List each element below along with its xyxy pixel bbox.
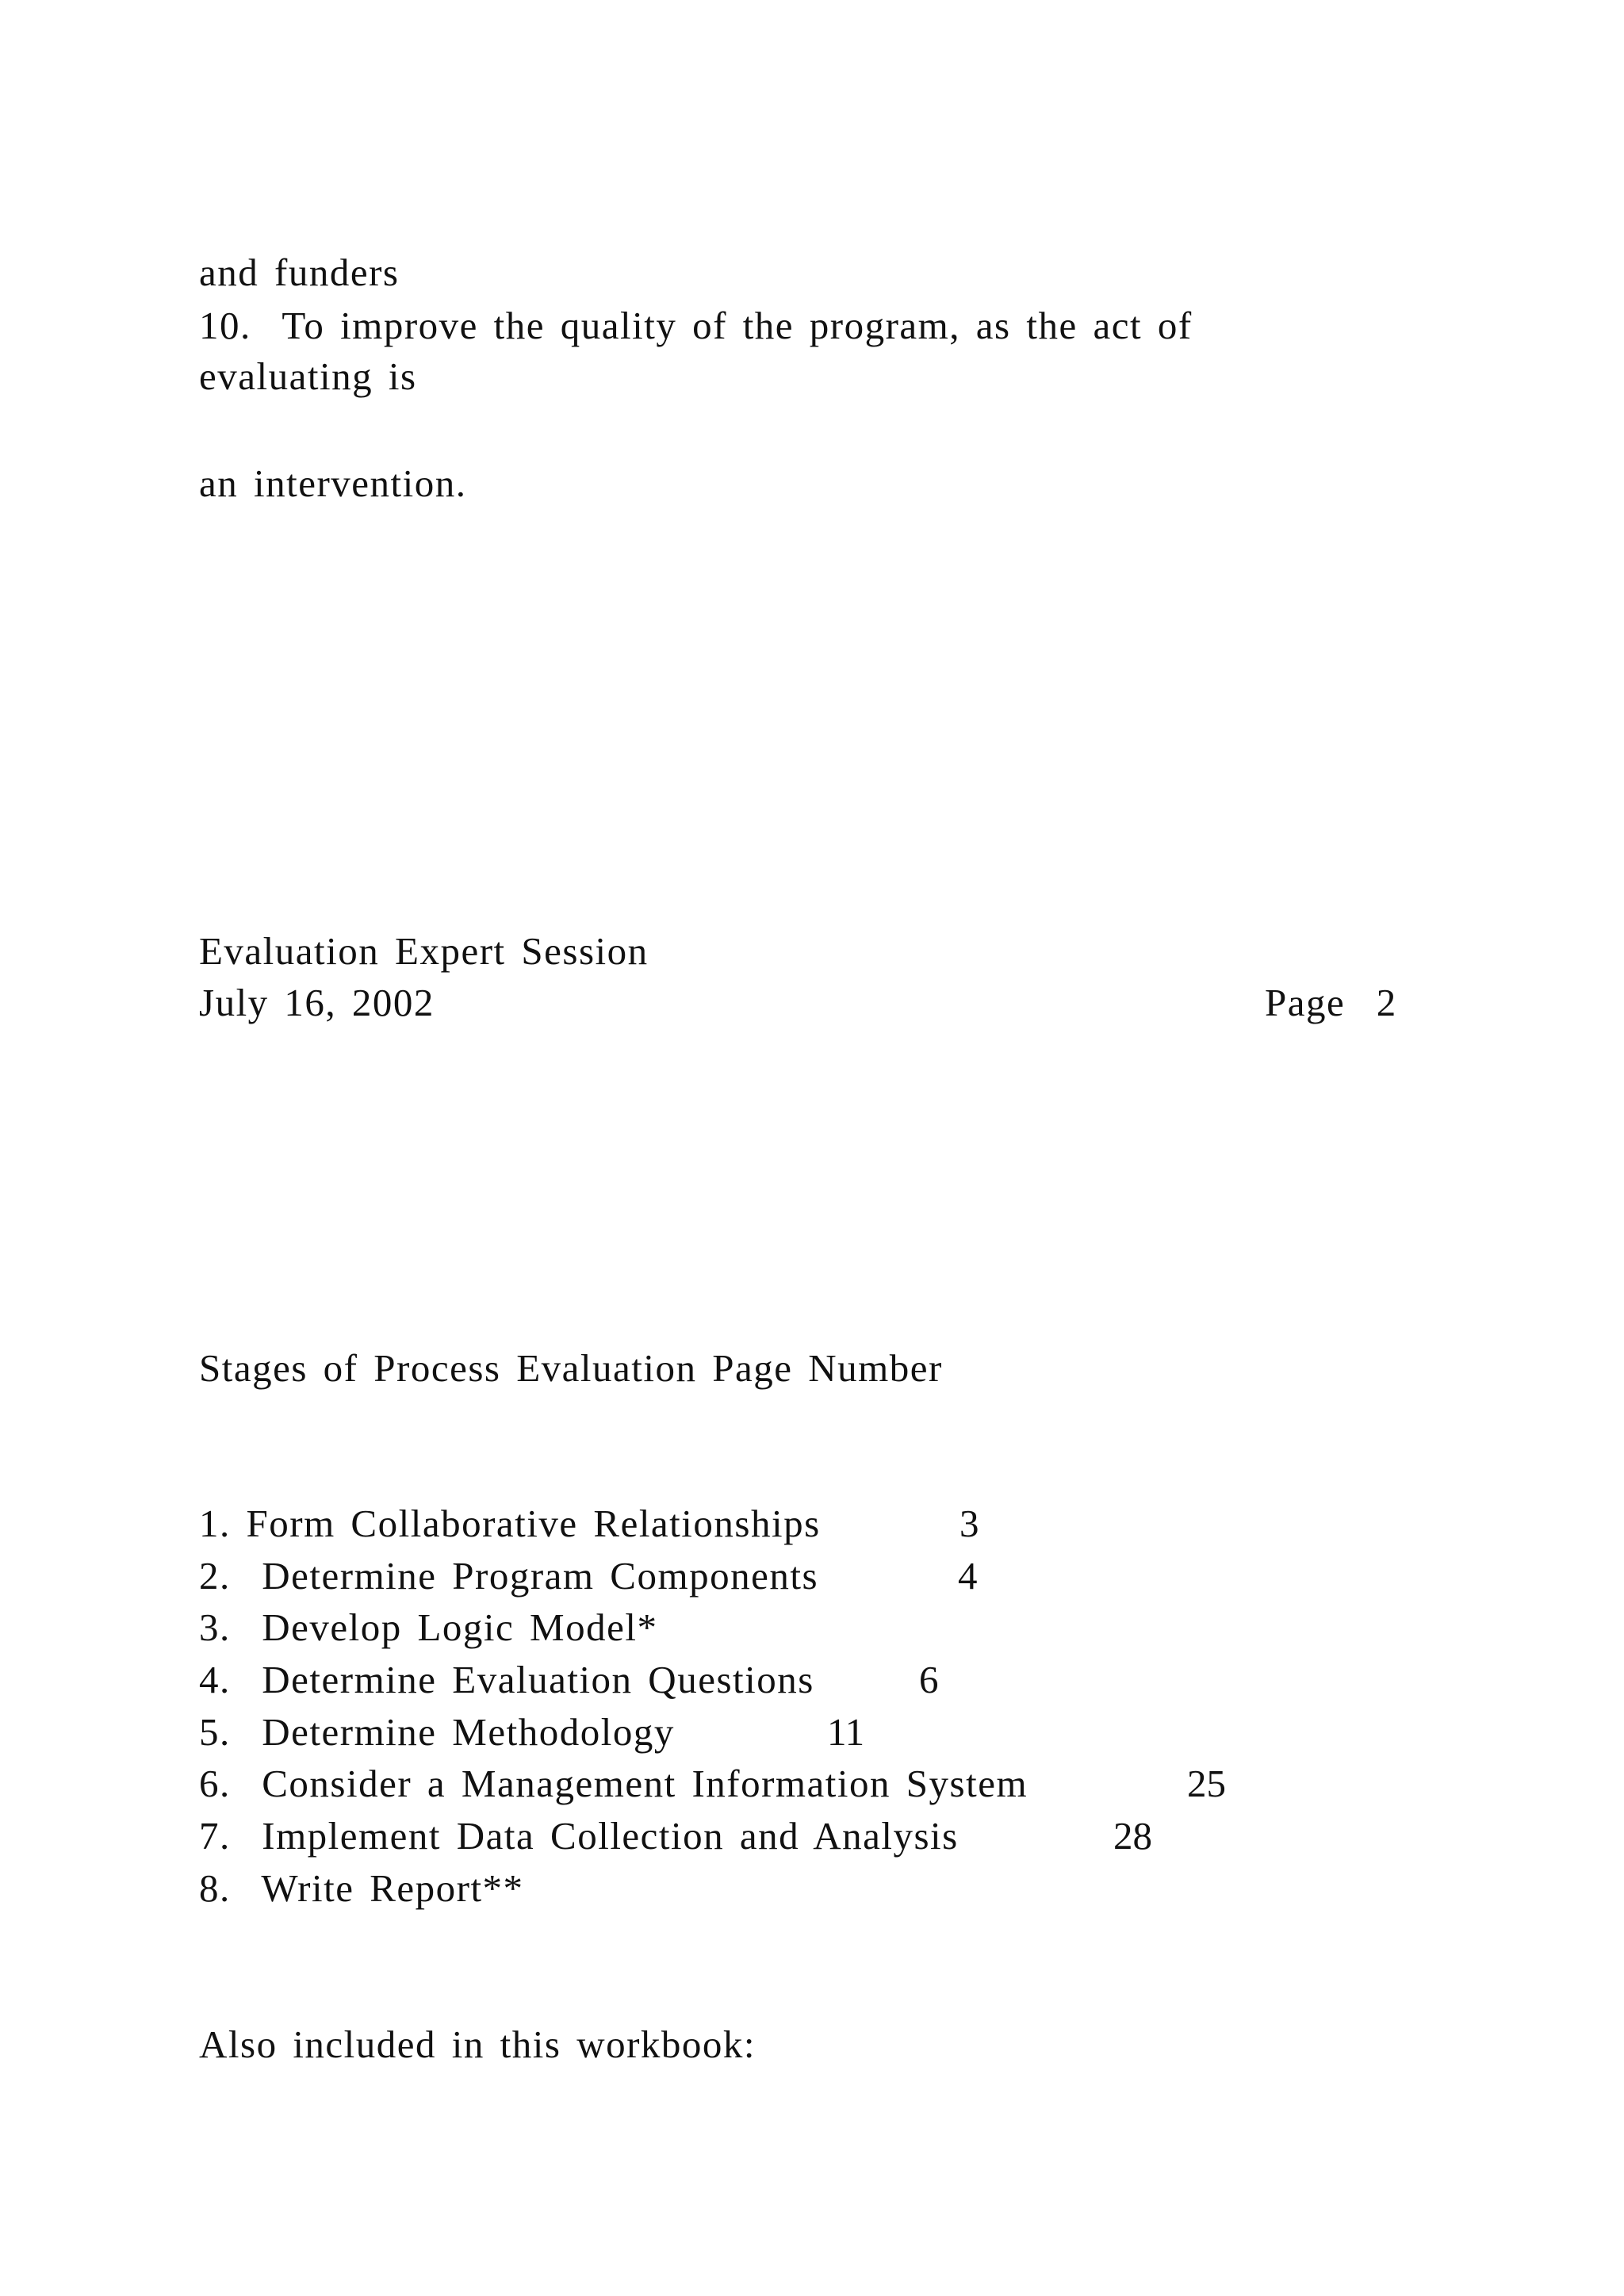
toc-item-6-page: 25 <box>1187 1762 1226 1805</box>
session-date: July 16, 2002 <box>199 981 435 1024</box>
toc-item-7-page: 28 <box>1113 1814 1152 1858</box>
toc-item-1-page: 3 <box>959 1502 979 1545</box>
toc-item-5-page: 11 <box>827 1710 865 1754</box>
toc-item-4: 4. Determine Evaluation Questions <box>199 1658 814 1701</box>
toc-item-4-page: 6 <box>919 1658 939 1701</box>
toc-item-7: 7. Implement Data Collection and Analysis <box>199 1814 959 1858</box>
toc-item-2-page: 4 <box>958 1554 978 1598</box>
intro-line-2: 10. To improve the quality of the program, as the act of <box>199 304 1193 347</box>
also-included-text: Also included in this workbook: <box>199 2022 756 2066</box>
intro-line-4: an intervention. <box>199 461 467 505</box>
toc-item-3: 3. Develop Logic Model* <box>199 1605 658 1649</box>
page-number-label: Page 2 <box>1265 981 1397 1024</box>
intro-line-1: and funders <box>199 251 400 294</box>
session-title: Evaluation Expert Session <box>199 929 649 973</box>
intro-line-3: evaluating is <box>199 354 417 398</box>
toc-item-2: 2. Determine Program Components <box>199 1554 819 1598</box>
toc-item-6: 6. Consider a Management Information System <box>199 1762 1028 1805</box>
toc-heading: Stages of Process Evaluation Page Number <box>199 1346 943 1390</box>
toc-item-1: 1. Form Collaborative Relationships <box>199 1502 821 1545</box>
toc-item-8: 8. Write Report** <box>199 1866 524 1910</box>
toc-item-5: 5. Determine Methodology <box>199 1710 675 1754</box>
